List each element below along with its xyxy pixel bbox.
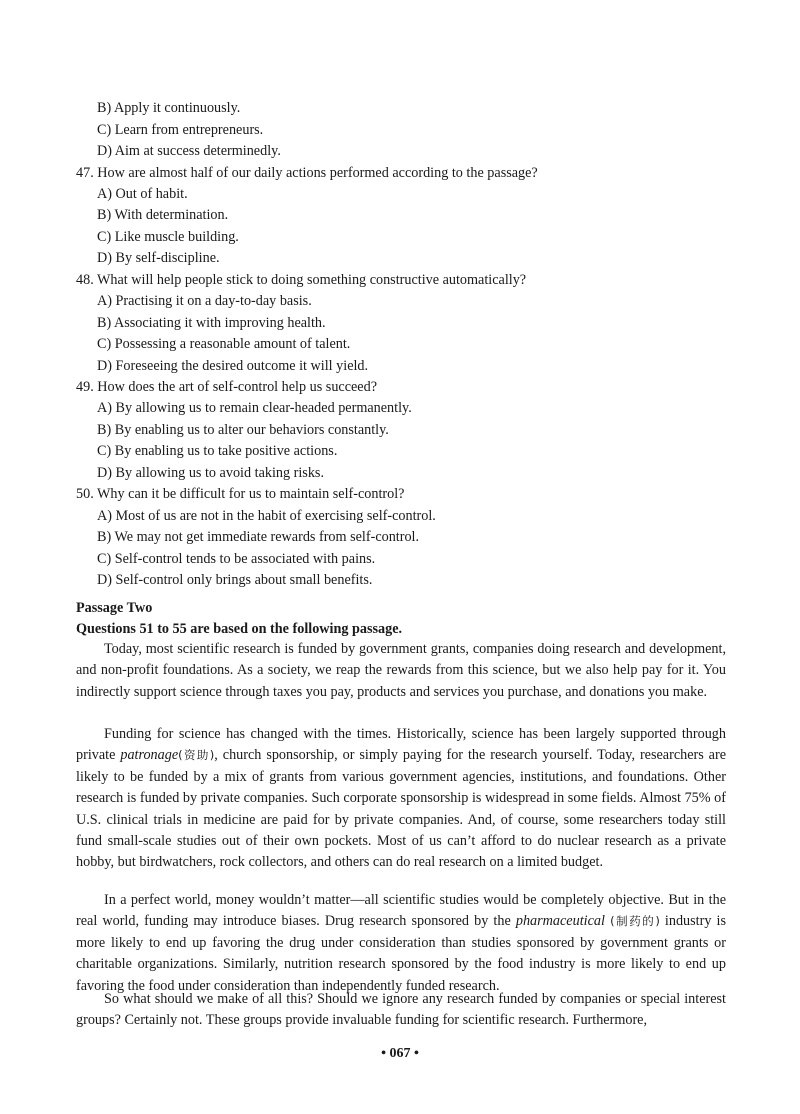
q46-option-c: C) Learn from entrepreneurs. <box>97 122 264 138</box>
q48-stem: 48. What will help people stick to doing something constructive automatically? <box>76 272 527 288</box>
q46-option-d: D) Aim at success determinedly. <box>97 143 281 159</box>
passage-title: Passage Two <box>76 600 153 616</box>
q50-option-b: B) We may not get immediate rewards from self-control. <box>97 529 420 545</box>
q49-option-a: A) By allowing us to remain clear-headed permanently. <box>97 400 412 416</box>
glossed-term-pharmaceutical: pharmaceutical <box>515 913 605 930</box>
passage-paragraph-4: So what should we make of all this? Should we ignore any research funded by companies or special interest groups? Certainly not. These groups provide invaluable funding for scientific research. Furthermore, <box>76 991 726 1029</box>
q47-option-a: A) Out of habit. <box>97 186 188 202</box>
q48-option-a: A) Practising it on a day-to-day basis. <box>97 293 312 309</box>
q50-option-d: D) Self-control only brings about small benefits. <box>97 572 373 588</box>
paragraph-3-text-end: industry is more likely to end up favoring the drug under consideration than studies sponsored by government grants or charitable organizations. Similarly, nutrition research sponsored by the food industry is more likely to end up favoring the food under consideration than independently funded research. <box>76 913 726 994</box>
gloss-patronage: (资助) <box>178 748 215 763</box>
q47-option-c: C) Like muscle building. <box>97 229 239 245</box>
paragraph-3-text-start: In a perfect world, money wouldn’t matter—all scientific studies would be completely objective. But in the real world, funding may introduce biases. Drug research sponsored by the <box>76 892 726 930</box>
q47-stem: 47. How are almost half of our daily actions performed according to the passage? <box>76 165 538 181</box>
q49-option-d: D) By allowing us to avoid taking risks. <box>97 465 324 481</box>
passage-paragraph-2 <box>76 724 726 874</box>
q46-option-b: B) Apply it continuously. <box>97 100 241 116</box>
paragraph-2-text-end: , church sponsorship, or simply paying for the research yourself. Today, researchers are likely to be funded by a mix of grants from various government agencies, institutions, and foundations. Other research is funded by private companies. Such corporate sponsorship is widespread in some fields. Almost 75% of U.S. clinical trials in medicine are paid for by private companies. And, of course, some researchers today still fund small-scale studies out of their own pockets. Most of us can’t afford to do nuclear research as a private hobby, but birdwatchers, rock collectors, and others can do real research on a limited budget. <box>76 747 727 871</box>
q50-option-c: C) Self-control tends to be associated with pains. <box>97 551 376 567</box>
q48-option-c: C) Possessing a reasonable amount of talent. <box>97 336 351 352</box>
q50-option-a: A) Most of us are not in the habit of exercising self-control. <box>97 508 436 524</box>
q48-option-d: D) Foreseeing the desired outcome it will yield. <box>97 358 369 374</box>
q47-option-b: B) With determination. <box>97 207 229 223</box>
passage-paragraph-1: Today, most scientific research is funded by government grants, companies doing research and development, and non-profit foundations. As a society, we reap the rewards from this science, but we also help pay for it. You indirectly support science through taxes you pay, products and services you purchase, and donations you make. <box>76 641 726 700</box>
q49-stem: 49. How does the art of self-control help us succeed? <box>76 379 377 395</box>
q50-stem: 50. Why can it be difficult for us to maintain self-control? <box>76 486 405 502</box>
q49-option-c: C) By enabling us to take positive actions. <box>97 443 338 459</box>
glossed-term-patronage: patronage <box>120 747 179 764</box>
page-number: • 067 • <box>381 1046 419 1061</box>
passage-instruction: Questions 51 to 55 are based on the following passage. <box>76 621 403 637</box>
q48-option-b: B) Associating it with improving health. <box>97 315 326 331</box>
paragraph-2-text-start: Funding for science has changed with the times. Historically, science has been largely supported through private <box>76 726 726 764</box>
passage-paragraph-3 <box>76 890 726 997</box>
q49-option-b: B) By enabling us to alter our behaviors constantly. <box>97 422 389 438</box>
gloss-pharmaceutical: (制药的) <box>604 914 660 929</box>
q47-option-d: D) By self-discipline. <box>97 250 220 266</box>
